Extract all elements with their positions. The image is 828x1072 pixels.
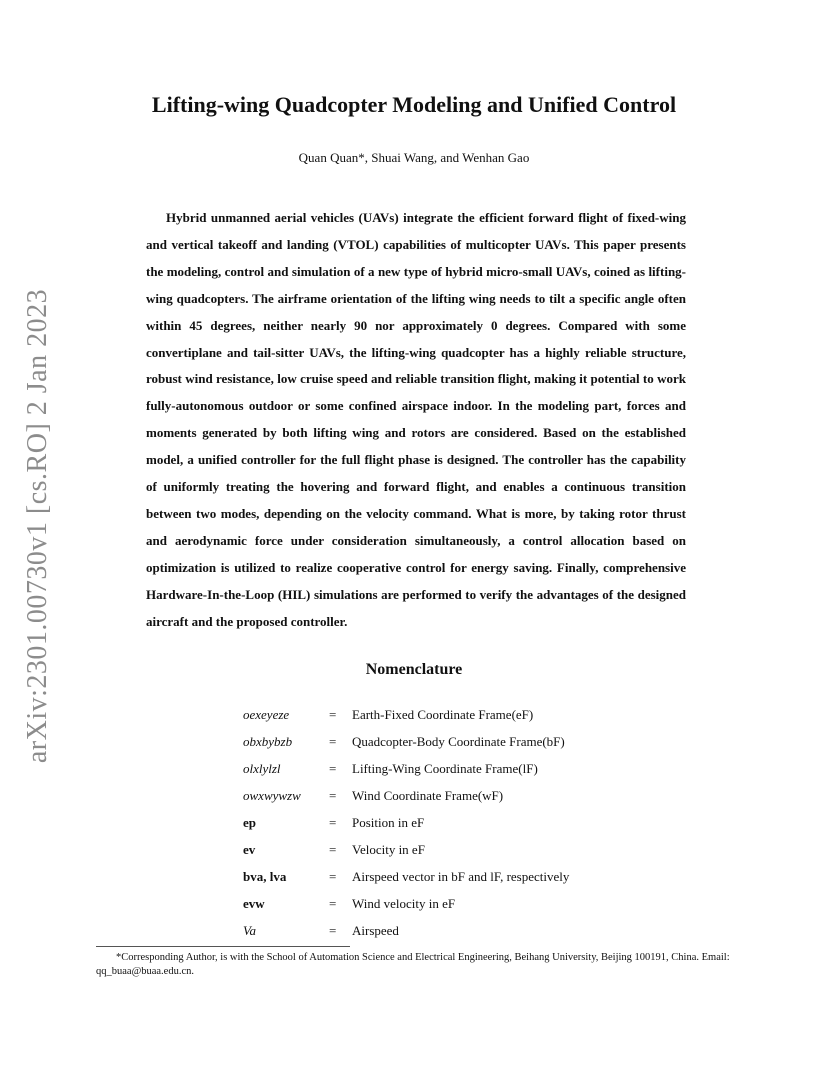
nomenclature-definition: Velocity in eF bbox=[352, 841, 425, 857]
nomenclature-equals: = bbox=[329, 814, 337, 830]
nomenclature-symbol: ep bbox=[243, 814, 256, 830]
nomenclature-row bbox=[243, 809, 663, 836]
nomenclature-definition: Earth-Fixed Coordinate Frame(eF) bbox=[352, 706, 534, 722]
footnote-text: *Corresponding Author, is with the School of Automation Science and Electrical Engineering, Beihang University, Beijing 100191, China. Email: qq_buaa@buaa.edu.cn. bbox=[96, 952, 730, 977]
nomenclature-definition: Position in eF bbox=[352, 814, 425, 830]
nomenclature-row bbox=[243, 701, 663, 728]
nomenclature-equals: = bbox=[329, 895, 337, 911]
nomenclature-definition: Wind Coordinate Frame(wF) bbox=[352, 787, 504, 803]
author-list: Quan Quan*, Shuai Wang, and Wenhan Gao bbox=[298, 150, 530, 165]
nomenclature-equals: = bbox=[329, 841, 337, 857]
nomenclature-symbol: ev bbox=[243, 841, 256, 857]
nomenclature-definition: Lifting-Wing Coordinate Frame(lF) bbox=[352, 760, 538, 776]
nomenclature-definition: Quadcopter-Body Coordinate Frame(bF) bbox=[352, 733, 565, 749]
nomenclature-equals: = bbox=[329, 787, 337, 803]
nomenclature-row bbox=[243, 917, 663, 944]
nomenclature-symbol: olxlylzl bbox=[243, 760, 281, 776]
nomenclature-row bbox=[243, 836, 663, 863]
nomenclature-symbol: Va bbox=[243, 922, 256, 938]
nomenclature-definition: Wind velocity in eF bbox=[352, 895, 456, 911]
nomenclature-equals: = bbox=[329, 760, 337, 776]
nomenclature-equals: = bbox=[329, 922, 337, 938]
abstract-text: Hybrid unmanned aerial vehicles (UAVs) integrate the efficient forward flight of fixed-wing and vertical takeoff and landing (VTOL) capabilities of multicopter UAVs. This paper presents the modeling, control and simulation of a new type of hybrid micro-small UAVs, coined as lifting-wing quadcopters. The airframe orientation of the lifting wing needs to tilt a specific angle often within 45 degrees, neither nearly 90 nor approximately 0 degrees. Compared with some convertiplane and tail-sitter UAVs, the lifting-wing quadcopter has a highly reliable structure, robust wind resistance, low cruise speed and reliable transition flight, making it potential to work fully-autonomous outdoor or some confined airspace indoor. In the modeling part, forces and moments generated by both lifting wing and rotors are considered. Based on the established model, a unified controller for the full flight phase is designed. The controller has the capability of uniformly treating the hovering and forward flight, and enables a continuous transition between two modes, depending on the velocity command. What is more, by taking rotor thrust and aerodynamic force under consideration simultaneously, a control allocation based on optimization is utilized to realize cooperative control for energy saving. Finally, comprehensive Hardware-In-the-Loop (HIL) simulations are performed to verify the advantages of the designed aircraft and the proposed controller. bbox=[146, 210, 686, 629]
arxiv-side-identifier: arXiv:2301.00730v1 [cs.RO] 2 Jan 2023 bbox=[22, 288, 54, 764]
footnote-divider bbox=[96, 946, 350, 947]
nomenclature-equals: = bbox=[329, 733, 337, 749]
nomenclature-row bbox=[243, 755, 663, 782]
nomenclature-symbol: evw bbox=[243, 895, 265, 911]
nomenclature-symbol: owxwywzw bbox=[243, 787, 301, 803]
nomenclature-symbol: bva, lva bbox=[243, 868, 287, 884]
nomenclature-equals: = bbox=[329, 868, 337, 884]
nomenclature-heading: Nomenclature bbox=[365, 661, 463, 678]
nomenclature-row bbox=[243, 890, 663, 917]
paper-title: Lifting-wing Quadcopter Modeling and Unified Control bbox=[151, 92, 677, 117]
nomenclature-symbol: oexeyeze bbox=[243, 706, 290, 722]
nomenclature-row bbox=[243, 863, 663, 890]
nomenclature-definition: Airspeed bbox=[352, 922, 399, 938]
nomenclature-symbol: obxbybzb bbox=[243, 733, 293, 749]
nomenclature-definition: Airspeed vector in bF and lF, respectively bbox=[352, 868, 570, 884]
nomenclature-table bbox=[243, 701, 663, 944]
nomenclature-row bbox=[243, 728, 663, 755]
nomenclature-equals: = bbox=[329, 706, 337, 722]
nomenclature-row bbox=[243, 782, 663, 809]
